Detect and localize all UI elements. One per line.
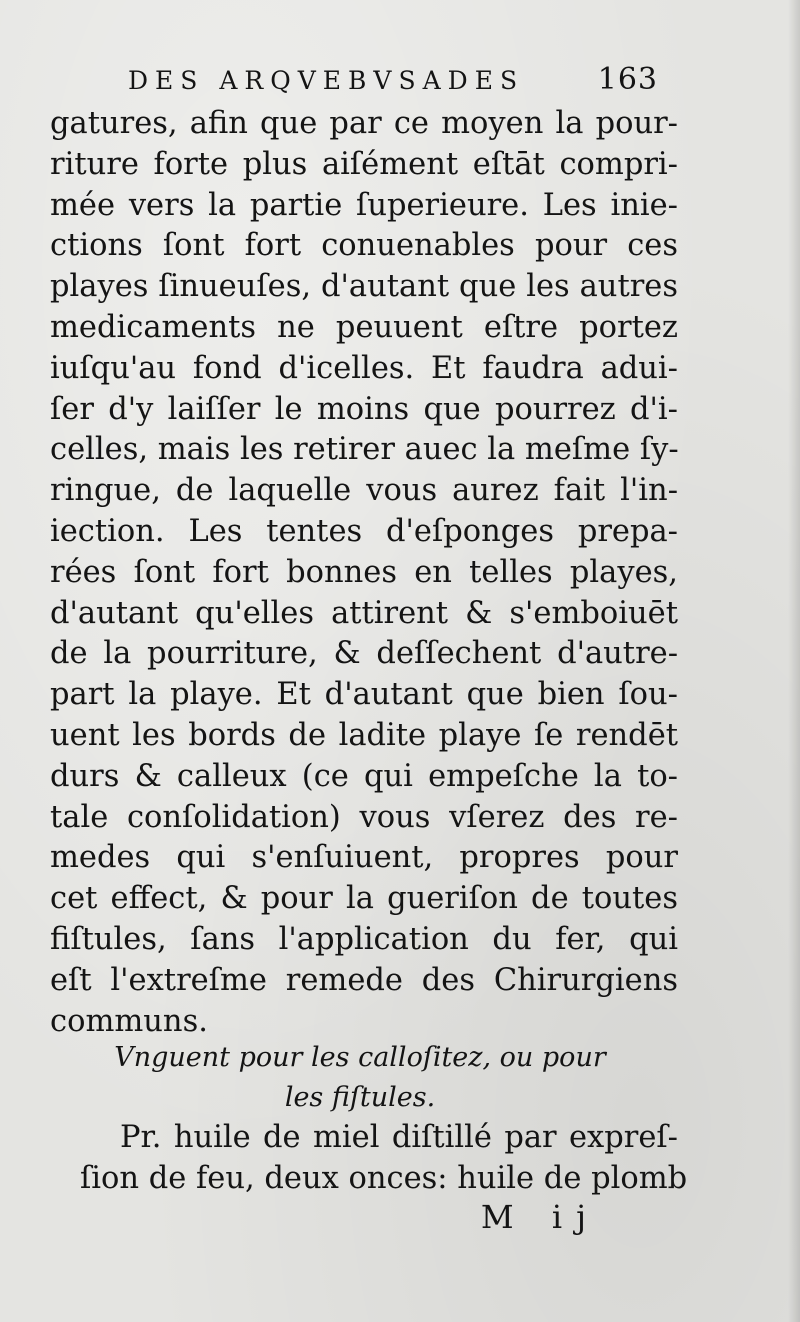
text-line: rées ſont fort bonnes en telles playes,: [50, 554, 678, 590]
text-line: tale conſolidation) vous vſerez des re-: [50, 799, 678, 835]
text-line: durs & calleux (ce qui empeſche la to-: [50, 758, 678, 794]
text-line: ſer d'y laiſſer le moins que pourrez d'i-: [50, 391, 678, 427]
recipe-line: Pr. huile de miel diſtillé par expreſ-: [120, 1120, 678, 1155]
text-line: uent les bords de ladite playe ſe rendēt: [50, 717, 678, 753]
text-line: communs.: [50, 1003, 208, 1039]
recipe-heading-line: les fiſtules.: [284, 1082, 436, 1113]
text-line: ringue, de laquelle vous aurez fait l'in-: [50, 473, 678, 509]
text-line: iuſqu'au fond d'icelles. Et faudra adui-: [50, 350, 678, 386]
text-line: celles, mais les retirer auec la meſme ſy-: [50, 432, 679, 468]
text-line: part la playe. Et d'autant que bien ſou-: [50, 677, 678, 713]
text-line: de la pourriture, & deſſechent d'autre-: [50, 636, 678, 672]
text-line: d'autant qu'elles attirent & s'emboiuēt: [50, 595, 678, 631]
text-line: gatures, afin que par ce moyen la pour-: [50, 106, 678, 141]
text-line: eſt l'extreſme remede des Chirurgiens: [50, 962, 678, 998]
body-text: [50, 104, 678, 1042]
text-line: cet effect, & pour la gueriſon de toutes: [50, 881, 678, 917]
page-edge-shadow: [788, 0, 800, 1322]
text-line: medes qui s'enſuiuent, propres pour: [50, 840, 678, 876]
text-line: ctions ſont fort conuenables pour ces: [50, 228, 678, 264]
recipe-line: ſion de feu, deux onces: huile de plomb: [80, 1160, 688, 1196]
text-line: mée vers la partie ſuperieure. Les inie-: [50, 187, 678, 223]
page-header: [128, 58, 658, 102]
signature-mark: M ij: [480, 1198, 600, 1236]
text-line: medicaments ne peuuent eſtre portez: [50, 309, 678, 345]
text-line: playes ſinueuſes, d'autant que les autres: [50, 269, 678, 305]
running-title: DES ARQVEBVSADES: [128, 66, 525, 95]
text-line: iection. Les tentes d'eſponges prepa-: [50, 513, 678, 549]
page-number: 163: [597, 62, 658, 97]
recipe-text: [80, 1118, 688, 1200]
recipe-heading: [80, 1038, 640, 1118]
text-line: riture forte plus aiſément eſtāt compri-: [50, 146, 678, 182]
recipe-heading-line: Vnguent pour les calloſitez, ou pour: [114, 1042, 606, 1073]
text-line: fiſtules, ſans l'application du fer, qui: [50, 921, 678, 957]
